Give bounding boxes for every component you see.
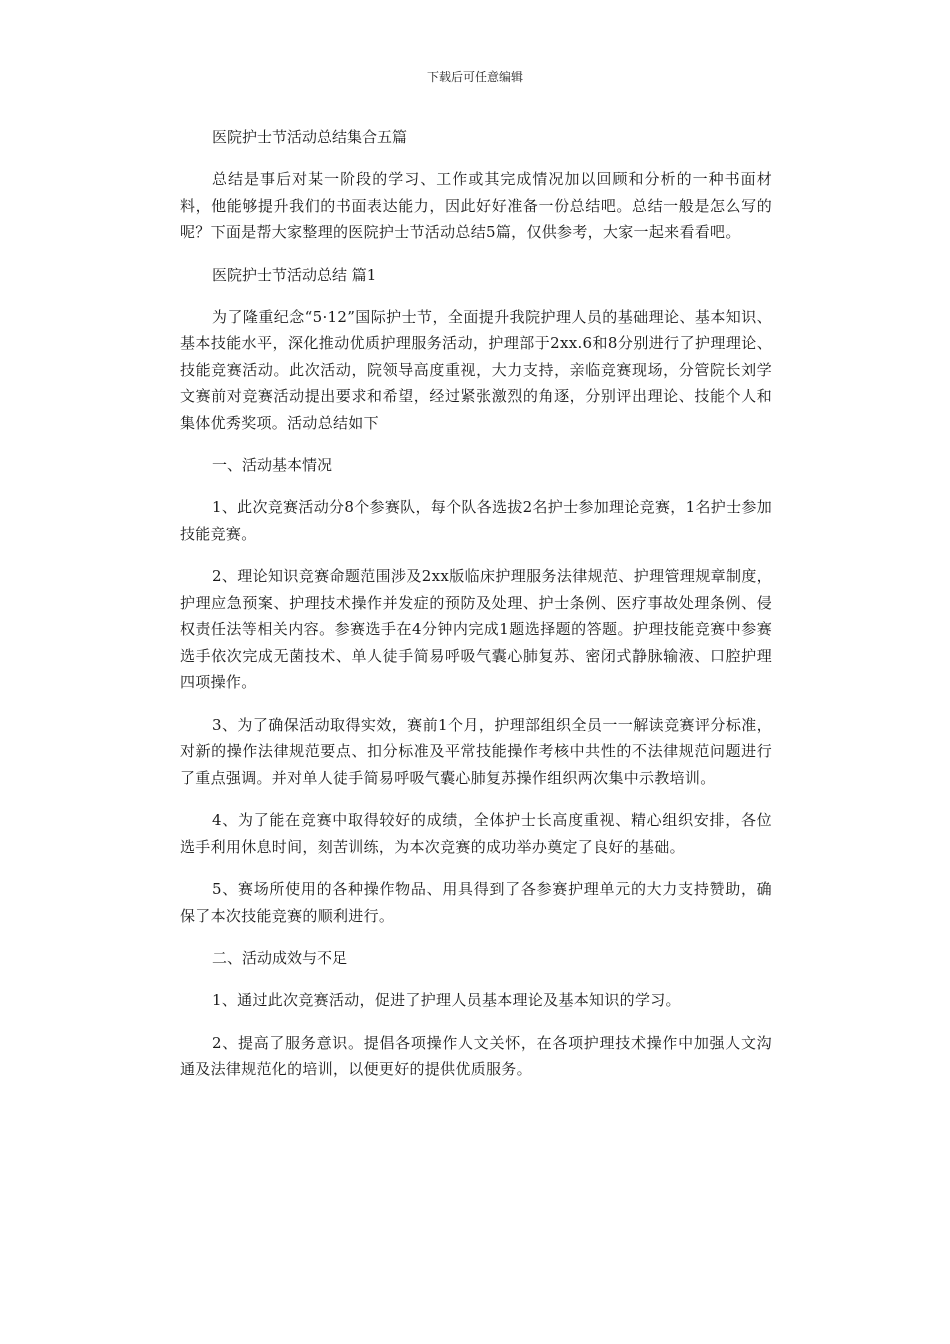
section-intro-paragraph: 为了隆重纪念“5·12”国际护士节，全面提升我院护理人员的基础理论、基本知识、基本技能水平，深化推动优质护理服务活动，护理部于2xx.6和8分别进行了护理理论、技能竞赛活动。此次活动，院领导高度重视，大力支持，亲临竞赛现场，分管院长刘学文赛前对竞赛活动提出要求和希望，经过紧张激烈的角逐，分别评出理论、技能个人和集体优秀奖项。活动总结如下 — [180, 307, 772, 432]
part-heading-basic-situation: 一、活动基本情况 — [212, 456, 333, 474]
document-title: 医院护士节活动总结集合五篇 — [212, 128, 408, 146]
list-item: 1、通过此次竞赛活动，促进了护理人员基本理论及基本知识的学习。 — [212, 991, 681, 1009]
list-item: 2、理论知识竞赛命题范围涉及2xx版临床护理服务法律规范、护理管理规章制度，护理应急预案、护理技术操作并发症的预防及处理、护士条例、医疗事故处理条例、侵权责任法等相关内容。参赛选手在4分钟内完成1题选择题的答题。护理技能竞赛中参赛选手依次完成无菌技术、单人徒手简易呼吸气囊心肺复苏、密闭式静脉输液、口腔护理四项操作。 — [180, 567, 772, 691]
document-body — [180, 124, 772, 1099]
part-heading-results: 二、活动成效与不足 — [212, 949, 348, 967]
list-item: 4、为了能在竞赛中取得较好的成绩，全体护士长高度重视、精心组织安排，各位选手利用休息时间，刻苦训练，为本次竞赛的成功举办奠定了良好的基础。 — [180, 811, 772, 856]
intro-paragraph: 总结是事后对某一阶段的学习、工作或其完成情况加以回顾和分析的一种书面材料，他能够提升我们的书面表达能力，因此好好准备一份总结吧。总结一般是怎么写的呢？下面是帮大家整理的医院护士节活动总结5篇，仅供参考，大家一起来看看吧。 — [180, 170, 772, 241]
list-item: 5、赛场所使用的各种操作物品、用具得到了各参赛护理单元的大力支持赞助，确保了本次技能竞赛的顺利进行。 — [180, 880, 772, 925]
list-item: 2、提高了服务意识。提倡各项操作人文关怀，在各项护理技术操作中加强人文沟通及法律规范化的培训，以便更好的提供优质服务。 — [180, 1033, 772, 1078]
section-title: 医院护士节活动总结 篇1 — [212, 265, 377, 284]
list-item: 3、为了确保活动取得实效，赛前1个月，护理部组织全员一一解读竞赛评分标准，对新的操作法律规范要点、扣分标准及平常技能操作考核中共性的不法律规范问题进行了重点强调。并对单人徒手简易呼吸气囊心肺复苏操作组织两次集中示教培训。 — [180, 715, 772, 787]
page-header-note: 下载后可任意编辑 — [426, 70, 523, 84]
list-item: 1、此次竞赛活动分8个参赛队，每个队各选拔2名护士参加理论竞赛，1名护士参加技能竞赛。 — [180, 498, 772, 543]
